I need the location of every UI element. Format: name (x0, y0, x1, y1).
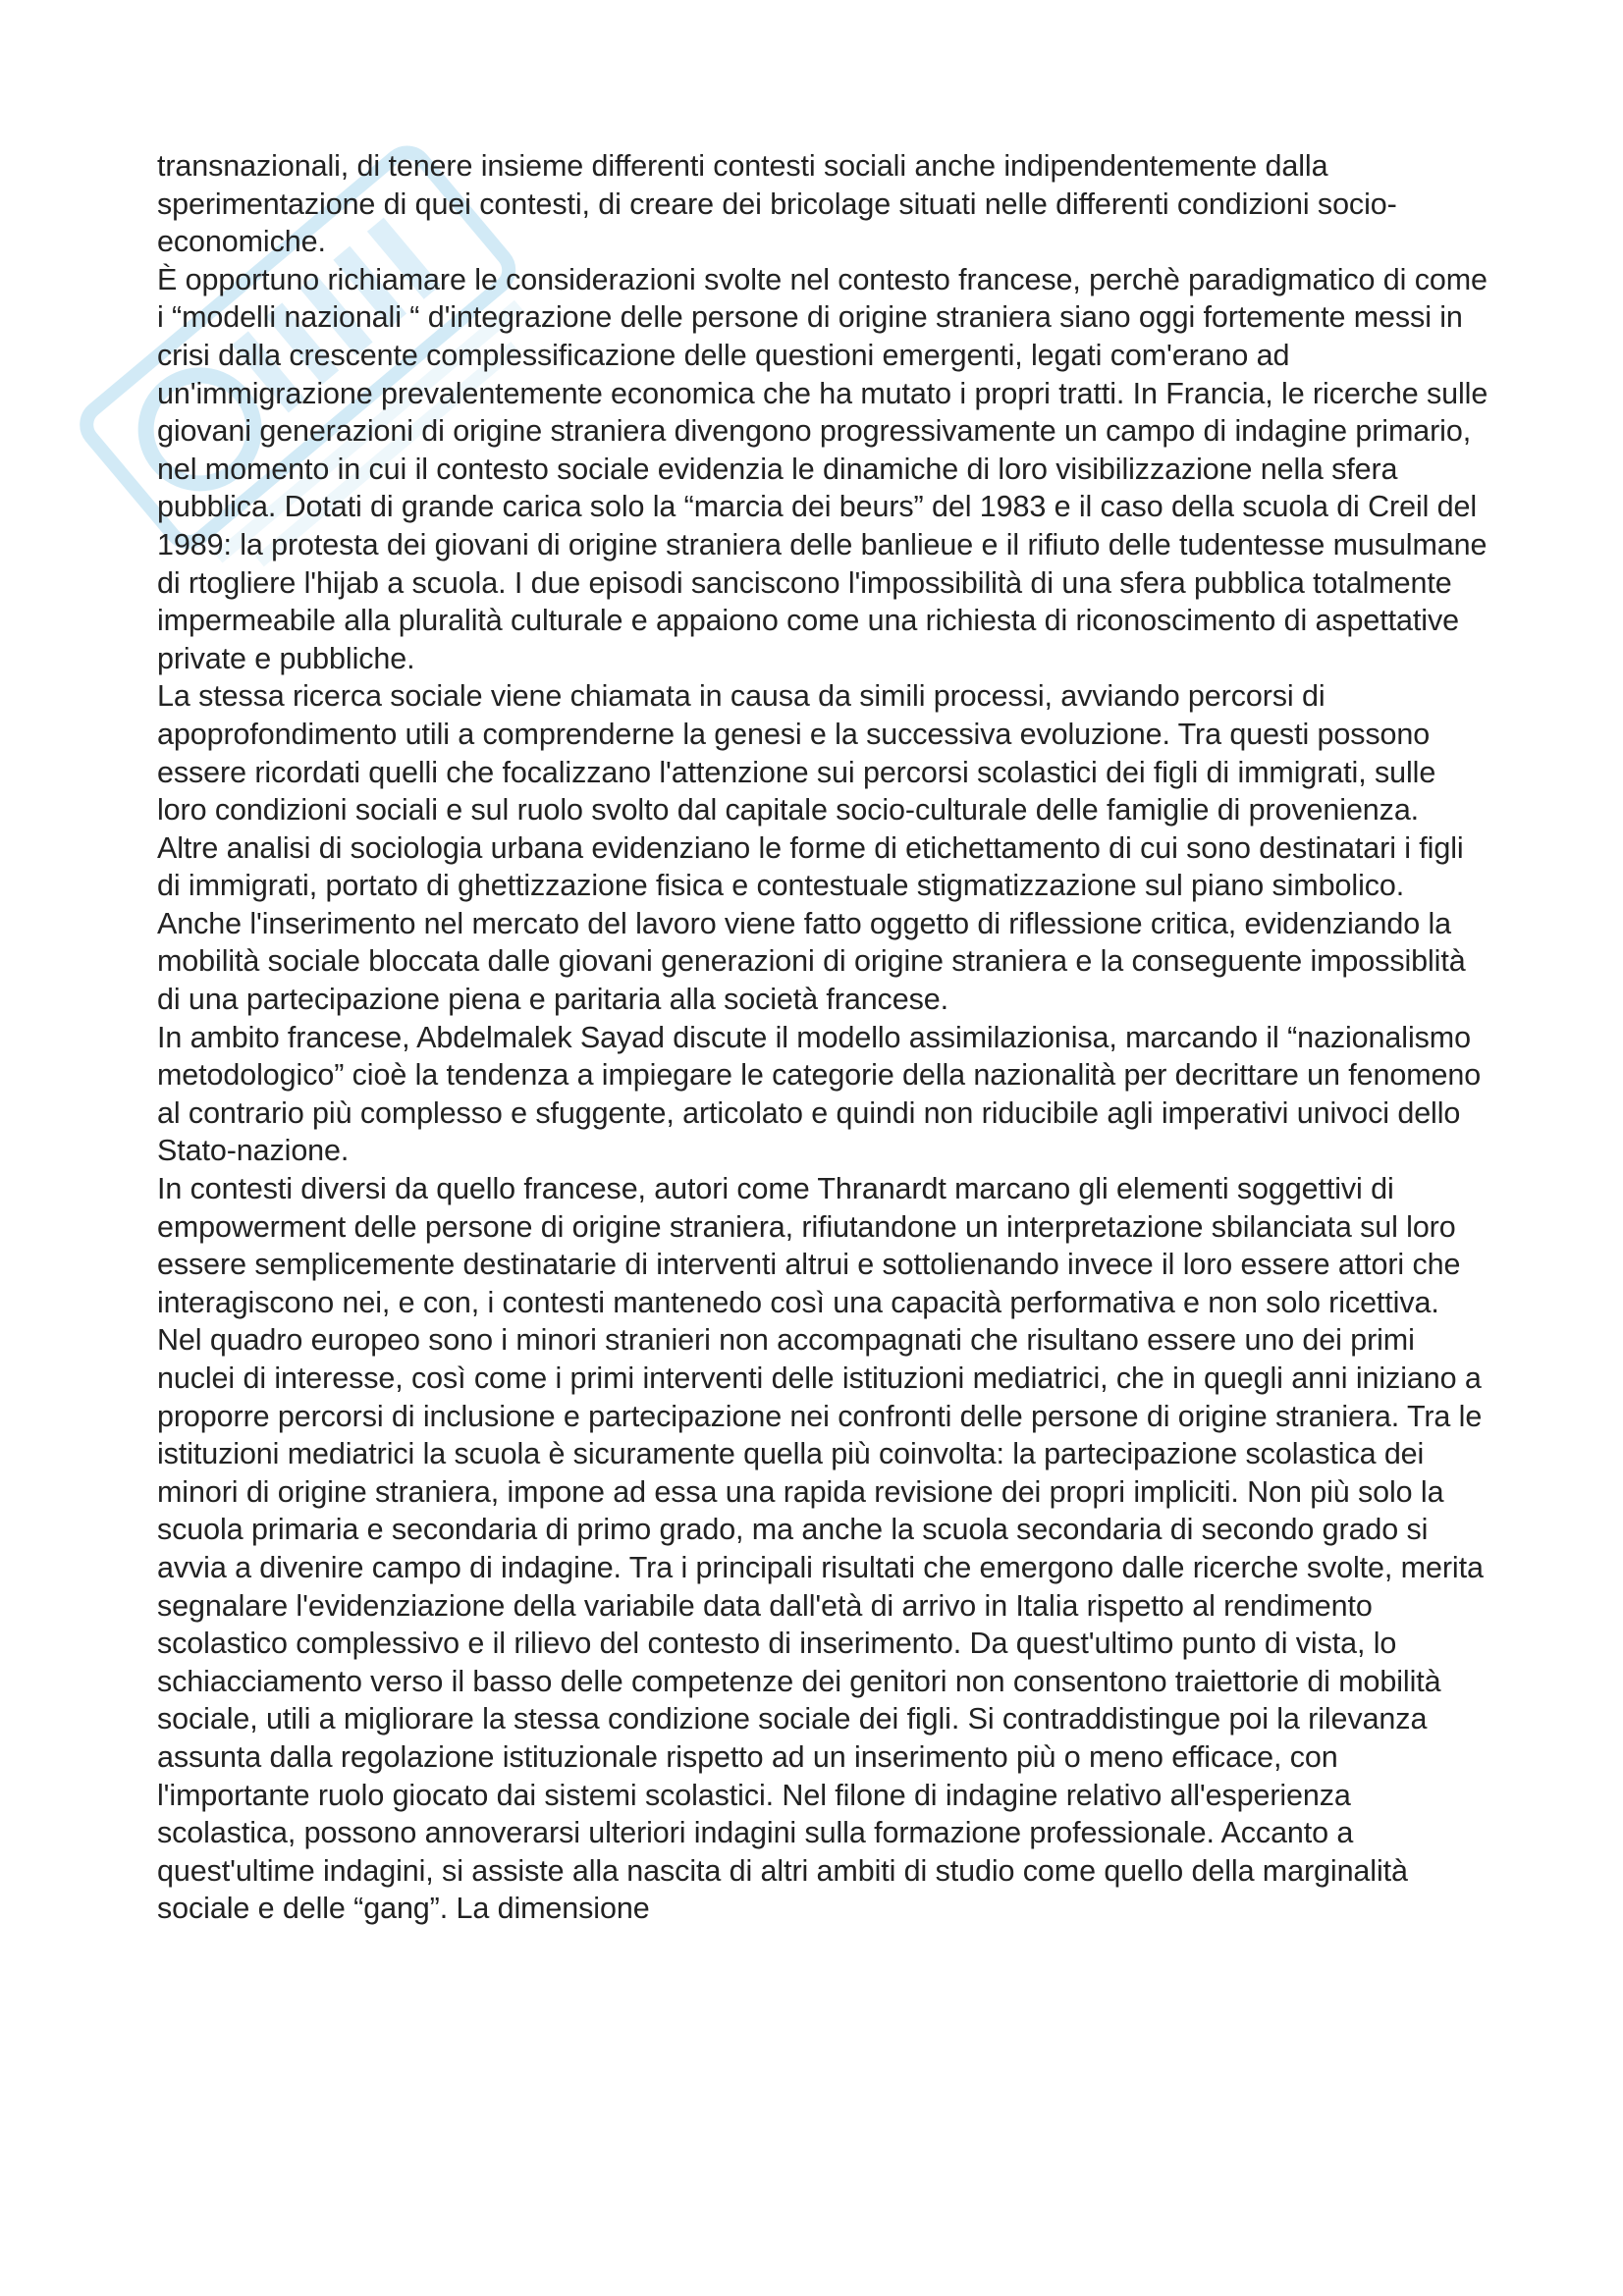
paragraph-4: Altre analisi di sociologia urbana evidenziano le forme di etichettamento di cui sono destinatari i figli di immigrati, portato di ghettizzazione fisica e contestuale stigmatizzazione sul piano simbolico. Anche l'inserimento nel mercato del lavoro viene fatto oggetto di riflessione critica, evidenziando la mobilità sociale bloccata dalle giovani generazioni di origine straniera e la conseguente impossiblità di una partecipazione piena e paritaria alla società francese. (157, 830, 1466, 1017)
paragraph-1: transnazionali, di tenere insieme differenti contesti sociali anche indipendentemente dalla sperimentazione di quei contesti, di creare dei bricolage situati nelle differenti condizioni socio-economiche. (157, 149, 1397, 259)
paragraph-3: La stessa ricerca sociale viene chiamata in causa da simili processi, avviando percorsi di apoprofondimento utili a comprenderne la genesi e la successiva evoluzione. Tra questi possono essere ricordati quelli che focalizzano l'attenzione sui percorsi scolastici dei figli di immigrati, sulle loro condizioni sociali e sul ruolo svolto dal capitale socio-culturale delle famiglie di provenienza. (157, 679, 1436, 828)
paragraph-5: In ambito francese, Abdelmalek Sayad discute il modello assimilazionisa, marcando il “nazionalismo metodologico” cioè la tendenza a impiegare le categorie della nazionalità per decrittare un fenomeno al contrario più complesso e sfuggente, articolato e quindi non riducibile agli imperativi univoci dello Stato-nazione. (157, 1020, 1482, 1168)
paragraph-7: Nel quadro europeo sono i minori stranieri non accompagnati che risultano essere uno dei primi nuclei di interesse, così come i primi interventi delle istituzioni mediatrici, che in quegli anni iniziano a proporre percorsi di inclusione e partecipazione nei confronti delle persone di origine straniera. Tra le istituzioni mediatrici la scuola è sicuramente quella più coinvolta: la partecipazione scolastica dei minori di origine straniera, impone ad essa una rapida revisione dei propri impliciti. Non più solo la scuola primaria e secondaria di primo grado, ma anche la scuola secondaria di secondo grado si avvia a divenire campo di indagine. Tra i principali risultati che emergono dalle ricerche svolte, merita segnalare l'evidenziazione della variabile data dall'età di arrivo in Italia rispetto al rendimento scolastico complessivo e il rilievo del contesto di inserimento. Da quest'ultimo punto di vista, lo schiacciamento verso il basso delle competenze dei genitori non consentono traiettorie di mobilità sociale, utili a migliorare la stessa condizione sociale dei figli. Si contraddistingue poi la rilevanza assunta dalla regolazione istituzionale rispetto ad un inserimento più o meno efficace, con l'importante ruolo giocato dai sistemi scolastici. Nel filone di indagine relativo all'esperienza scolastica, possono annoverarsi ulteriori indagini sulla formazione professionale. Accanto a quest'ultime indagini, si assiste alla nascita di altri ambiti di studio come quello della marginalità sociale e delle “gang”. La dimensione (157, 1323, 1484, 1926)
paragraph-2: È opportuno richiamare le considerazioni svolte nel contesto francese, perchè paradigmatico di come i “modelli nazionali “ d'integrazione delle persone di origine straniera siano oggi fortemente messi in crisi dalla crescente complessificazione delle questioni emergenti, legati com'erano ad un'immigrazione prevalentemente economica che ha mutato i propri tratti. In Francia, le ricerche sulle giovani generazioni di origine straniera divengono progressivamente un campo di indagine primario, nel momento in cui il contesto sociale evidenzia le dinamiche di loro visibilizzazione nella sfera pubblica. Dotati di grande carica solo la “marcia dei beurs” del 1983 e il caso della scuola di Creil del 1989: la protesta dei giovani di origine straniera delle banlieue e il rifiuto delle tudentesse musulmane di rtogliere l'hijab a scuola. I due episodi sanciscono l'impossibilità di una sfera pubblica totalmente impermeabile alla pluralità culturale e appaiono come una richiesta di riconoscimento di aspettative private e pubbliche. (157, 262, 1488, 675)
document-page (157, 147, 1492, 1928)
paragraph-6: In contesti diversi da quello francese, autori come Thranardt marcano gli elementi soggettivi di empowerment delle persone di origine straniera, rifiutandone un interpretazione sbilanciata sul loro essere semplicemente destinatarie di interventi altrui e sottolienando invece il loro essere attori che interagiscono nei, e con, i contesti mantenedo così una capacità performativa e non solo ricettiva. (157, 1172, 1461, 1319)
